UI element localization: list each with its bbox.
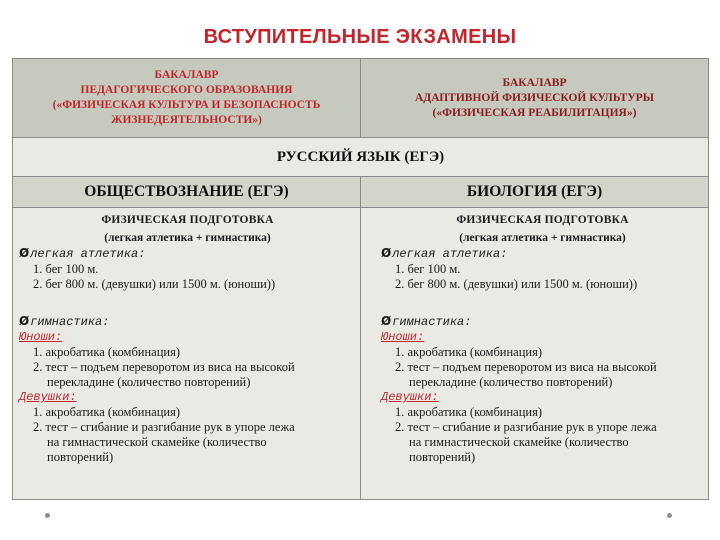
left-girls-item-2c: повторений) [47,450,114,464]
row-divider [13,137,708,138]
arrow-bullet-icon: Ø [19,246,30,260]
right-athletics-item-2: 2. бег 800 м. (девушки) или 1500 м. (юноши)) [395,277,638,291]
common-exam-label: РУССКИЙ ЯЗЫК (ЕГЭ) [276,148,445,165]
corner-dot [45,513,50,518]
left-content-cell [13,208,360,499]
right-boys-item-1: 1. акробатика (комбинация) [395,345,543,359]
arrow-bullet-icon: Ø [19,314,30,328]
left-boys-item-2b: перекладине (количество повторений) [47,375,251,389]
common-exam-row [13,138,708,176]
left-exam-cell [13,177,360,207]
right-girls-label: Девушки: [381,390,439,404]
right-girls-item-2c: повторений) [409,450,476,464]
right-girls-item-2a: 2. тест – сгибание и разгибание рук в упоре лежа [395,420,657,434]
right-girls-item-1: 1. акробатика (комбинация) [395,405,543,419]
right-program-header [361,59,708,137]
left-gym-label: Øгимнастика: [19,314,110,329]
left-athletics-item-2: 2. бег 800 м. (девушки) или 1500 м. (юноши)) [33,277,276,291]
right-content-cell [361,208,708,499]
left-header-line-4: ЖИЗНЕДЕЯТЕЛЬНОСТИ») [111,114,262,126]
right-boys-item-2a: 2. тест – подъем переворотом из виса на высокой [395,360,657,374]
right-header-line-1: БАКАЛАВР [502,76,567,89]
right-exam-cell [361,177,708,207]
left-girls-item-2a: 2. тест – сгибание и разгибание рук в упоре лежа [33,420,295,434]
column-divider [360,59,361,137]
right-girls-item-2b: на гимнастической скамейке (количество [409,435,629,449]
arrow-bullet-icon: Ø [381,314,392,328]
left-athletics-item-1: 1. бег 100 м. [33,262,99,276]
column-divider [360,176,361,499]
right-athletics-item-1: 1. бег 100 м. [395,262,461,276]
left-boys-item-2a: 2. тест – подъем переворотом из виса на высокой [33,360,295,374]
left-header-line-2: ПЕДАГОГИЧЕСКОГО ОБРАЗОВАНИЯ [80,84,293,96]
left-pe-note: (легкая атлетика + гимнастика) [104,232,271,244]
corner-dot [667,513,672,518]
left-program-header [13,59,360,137]
arrow-bullet-icon: Ø [381,246,392,260]
left-header-line-1: БАКАЛАВР [154,69,219,81]
right-pe-note: (легкая атлетика + гимнастика) [459,232,626,244]
exam-table [12,58,709,500]
right-boys-label: Юноши: [381,330,425,344]
left-girls-label: Девушки: [19,390,77,404]
left-girls-item-1: 1. акробатика (комбинация) [33,405,181,419]
left-pe-heading: ФИЗИЧЕСКАЯ ПОДГОТОВКА [101,214,274,226]
right-gym-label: Øгимнастика: [381,314,472,329]
left-boys-item-1: 1. акробатика (комбинация) [33,345,181,359]
right-header-line-2: АДАПТИВНОЙ ФИЗИЧЕСКОЙ КУЛЬТУРЫ [414,91,654,104]
left-header-line-3: («ФИЗИЧЕСКАЯ КУЛЬТУРА И БЕЗОПАСНОСТЬ [52,99,321,111]
right-athletics-label: Øлегкая атлетика: [381,246,508,261]
left-athletics-label: Øлегкая атлетика: [19,246,146,261]
left-exam-label: ОБЩЕСТВОЗНАНИЕ (ЕГЭ) [84,183,289,200]
right-boys-item-2b: перекладине (количество повторений) [409,375,613,389]
page-title: ВСТУПИТЕЛЬНЫЕ ЭКЗАМЕНЫ [203,26,517,48]
right-header-line-3: («ФИЗИЧЕСКАЯ РЕАБИЛИТАЦИЯ») [432,106,637,119]
left-girls-item-2b: на гимнастической скамейке (количество [47,435,267,449]
right-exam-label: БИОЛОГИЯ (ЕГЭ) [466,183,603,200]
right-pe-heading: ФИЗИЧЕСКАЯ ПОДГОТОВКА [456,214,629,226]
left-boys-label: Юноши: [19,330,63,344]
